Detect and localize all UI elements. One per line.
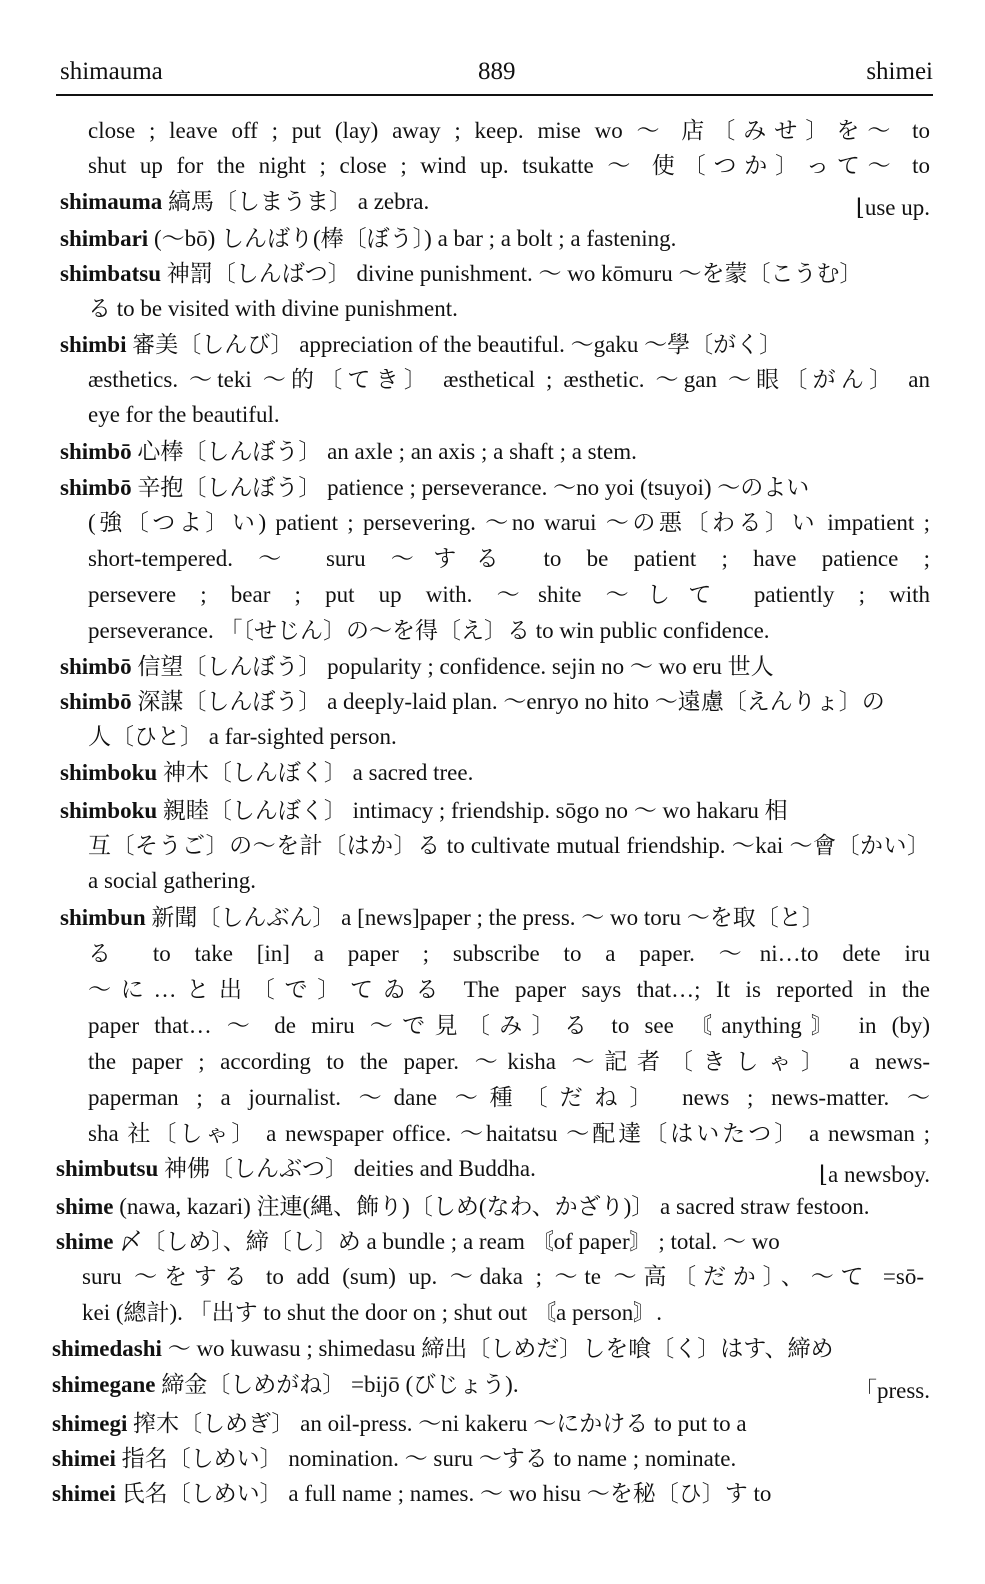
entry-line: æsthetics. ～teki ～的〔てき〕 æsthetical ; æsthetic. ～gan ～眼〔がん〕 an — [88, 367, 930, 392]
entry-line: shimauma 縞馬〔しまうま〕 a zebra. — [60, 189, 430, 214]
entry-line: shimei 氏名〔しめい〕 a full name ; names. ～ wo hisu ～を秘〔ひ〕す to — [52, 1481, 772, 1506]
headword: shimbō — [60, 689, 132, 714]
entry-line: perseverance. 「〔せじん〕の～を得〔え〕る to win public confidence. — [88, 618, 770, 643]
entry-line: the paper ; according to the paper. ～kisha ～記者〔きしゃ〕 a news- — [88, 1049, 930, 1074]
entry-line: kei (總計). 「出す to shut the door on ; shut out 〘a person〙. — [82, 1300, 663, 1325]
header-left-guide-word: shimauma — [60, 58, 163, 85]
headword: shimei — [52, 1481, 116, 1506]
entry-line: る to take [in] a paper ; subscribe to a paper. ～ni…to dete iru — [88, 941, 930, 966]
entry-line: 互〔そうご〕の～を計〔はか〕る to cultivate mutual friendship. ～kai ～會〔かい〕 — [88, 833, 930, 858]
entry-line: suru ～をする to add (sum) up. ～daka ; ～te ～高〔だか〕、～て =sō- — [82, 1264, 924, 1289]
headword: shimboku — [60, 798, 158, 823]
entry-line: paper that… ～ de miru ～で見〔み〕る to see 〘anything〙 in (by) — [88, 1013, 930, 1038]
headword: shimbō — [60, 654, 132, 679]
entry-line: shimbō 深謀〔しんぼう〕 a deeply-laid plan. ～enryo no hito ～遠慮〔えんりょ〕の — [60, 689, 885, 714]
entry-line: shimbari (～bō) しんばり(棒〔ぼう〕) a bar ; a bolt ; a fastening. — [60, 226, 677, 251]
headword: shimbi — [60, 332, 127, 357]
header-rule — [56, 94, 933, 96]
headword: shimbun — [60, 905, 146, 930]
headword: shimegi — [52, 1411, 128, 1436]
entry-line: ⌊a newsboy. — [819, 1162, 930, 1187]
entry-line: 「press. — [853, 1378, 930, 1403]
entry-line: る to be visited with divine punishment. — [88, 296, 458, 321]
entry-line: shimboku 神木〔しんぼく〕 a sacred tree. — [60, 760, 474, 785]
entry-line: (強〔つよ〕い) patient ; persevering. ～no warui ～の悪〔わる〕い impatient ; — [88, 510, 930, 535]
headword: shimbatsu — [60, 261, 161, 286]
entry-line: ～に…と出〔で〕てゐる The paper says that…; It is reported in the — [88, 977, 930, 1002]
entry-line: shimei 指名〔しめい〕 nomination. ～ suru ～する to name ; nominate. — [52, 1446, 737, 1471]
entry-line: a social gathering. — [88, 868, 256, 893]
headword: shimauma — [60, 189, 163, 214]
headword: shimbō — [60, 439, 132, 464]
entry-line: shime (nawa, kazari) 注連(縄、飾り)〔しめ(なわ、かざり)〕 a sacred straw festoon. — [56, 1194, 870, 1219]
entry-line: shimbi 審美〔しんび〕 appreciation of the beautiful. ～gaku ～學〔がく〕 — [60, 332, 783, 357]
entry-line: paperman ; a journalist. ～dane ～種〔だね〕 news ; news-matter. ～ — [88, 1085, 930, 1110]
entry-line: close ; leave off ; put (lay) away ; keep. mise wo ～ 店〔みせ〕を～ to — [88, 118, 930, 143]
entry-line: ⌊use up. — [855, 195, 930, 220]
entry-line: shimegi 搾木〔しめぎ〕 an oil-press. ～ni kakeru ～にかける to put to a — [52, 1411, 747, 1436]
entry-line: shimbō 辛抱〔しんぼう〕 patience ; perseverance. ～no yoi (tsuyoi) ～のよい — [60, 475, 810, 500]
entry-line: shimbutsu 神佛〔しんぶつ〕 deities and Buddha. — [56, 1156, 536, 1181]
entry-line: shimbō 信望〔しんぼう〕 popularity ; confidence. sejin no ～ wo eru 世人 — [60, 654, 774, 679]
entry-line: 人〔ひと〕 a far-sighted person. — [88, 724, 397, 749]
headword: shimedashi — [52, 1336, 162, 1361]
headword: shimei — [52, 1446, 116, 1471]
headword: shimboku — [60, 760, 158, 785]
headword: shime — [56, 1229, 114, 1254]
headword: shimbō — [60, 475, 132, 500]
header-right-guide-word: shimei — [866, 58, 933, 85]
headword: shime — [56, 1194, 114, 1219]
entry-line: shimbatsu 神罰〔しんばつ〕 divine punishment. ～ wo kōmuru ～を蒙〔こうむ〕 — [60, 261, 863, 286]
entry-line: shimedashi ～ wo kuwasu ; shimedasu 締出〔しめだ〕しを喰〔く〕はす、締め — [52, 1336, 834, 1361]
entry-line: shimboku 親睦〔しんぼく〕 intimacy ; friendship. sōgo no ～ wo hakaru 相 — [60, 798, 788, 823]
entry-line: shimbun 新聞〔しんぶん〕 a [news]paper ; the press. ～ wo toru ～を取〔と〕 — [60, 905, 825, 930]
entry-line: sha 社〔しゃ〕 a newspaper office. ～haitatsu ～配達〔はいたつ〕 a newsman ; — [88, 1121, 930, 1146]
entry-line: shime 〆〔しめ〕、締〔し〕め a bundle ; a ream 〘of paper〙 ; total. ～ wo — [56, 1229, 780, 1254]
entry-line: shimbō 心棒〔しんぼう〕 an axle ; an axis ; a shaft ; a stem. — [60, 439, 637, 464]
headword: shimbari — [60, 226, 149, 251]
entry-line: shimegane 締金〔しめがね〕 =bijō (びじょう). — [52, 1372, 519, 1397]
headword: shimegane — [52, 1372, 156, 1397]
page-number: 889 — [478, 58, 516, 85]
headword: shimbutsu — [56, 1156, 159, 1181]
entry-line: persevere ; bear ; put up with. ～shite ～して patiently ; with — [88, 582, 930, 607]
entry-line: eye for the beautiful. — [88, 402, 280, 427]
entry-line: short-tempered. ～ suru ～する to be patient ; have patience ; — [88, 546, 930, 571]
entry-line: shut up for the night ; close ; wind up. tsukatte ～ 使〔つか〕って～ to — [88, 153, 930, 178]
